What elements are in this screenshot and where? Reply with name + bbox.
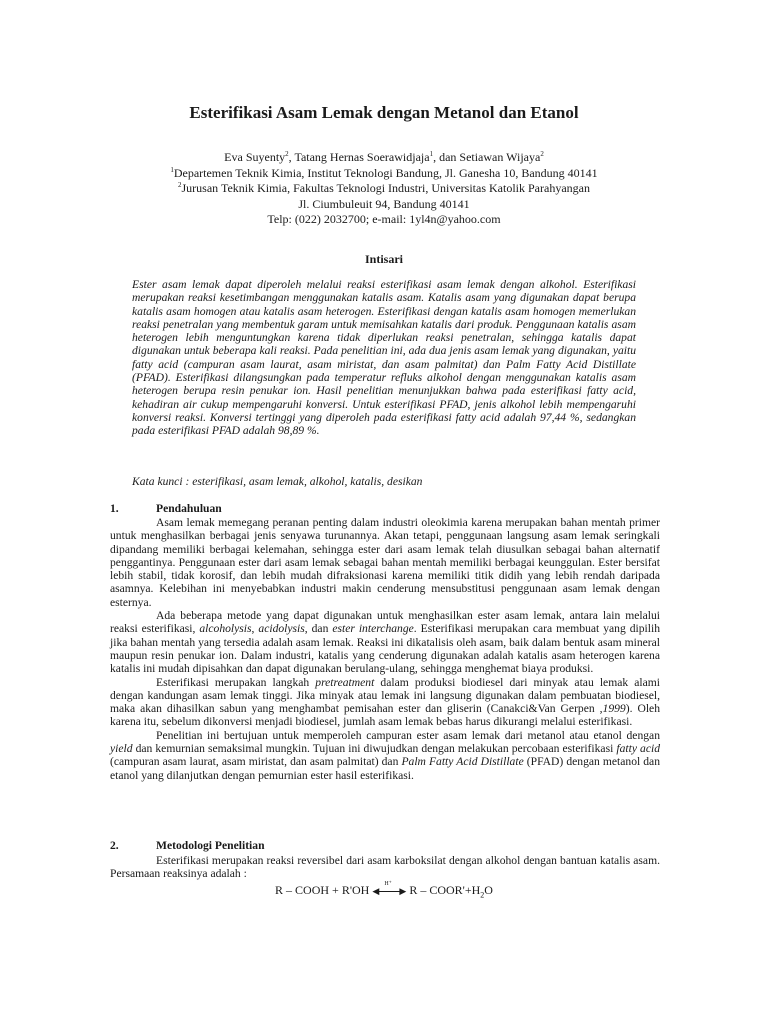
equation-subscript: 2 bbox=[480, 890, 485, 900]
affiliation-1 bbox=[0, 166, 768, 182]
equation-reactants: R – COOH + R'OH bbox=[275, 883, 370, 897]
section-1-number: 1. bbox=[110, 502, 119, 515]
affiliation-2-text: Jurusan Teknik Kimia, Fakultas Teknologi Industri, Universitas Katolik Parahyangan bbox=[181, 181, 590, 195]
italic-term: ester interchange bbox=[332, 622, 414, 636]
equation-products: R – COOR'+H bbox=[409, 883, 481, 897]
section-1-paragraph-3 bbox=[110, 676, 660, 729]
author-2: , Tatang Hernas Soerawidjaja bbox=[288, 150, 430, 164]
author-1-affil: 2 bbox=[285, 150, 289, 158]
affiliation-1-text: Departemen Teknik Kimia, Institut Teknologi Bandung, Jl. Ganesha 10, Bandung 40141 bbox=[173, 165, 598, 180]
author-3: , dan Setiawan Wijaya bbox=[433, 150, 541, 164]
contact-info: Telp: (022) 2032700; e-mail: 1yl4n@yahoo.com bbox=[267, 212, 501, 226]
section-1-paragraph-1: Asam lemak memegang peranan penting dalam industri oleokimia karena merupakan bahan mentah primer untuk menghasilkan berbagai jenis senyawa turunannya. Akan tetapi, penggunaan langsung asam lemak seringkali dipandang memiliki berbagai kelemahan, sehingga ester dari asam lemak telah diusulkan sebagai bahan alternatif penggantinya. Penggunaan ester dari asam lemak sebagai bahan mentah memiliki berbagai keunggulan. Ester bersifat lebih stabil, tidak korosif, dan lebih mudah difraksionasi karena memiliki titik didih yang lebih rendah daripada asamnya. Kelebihan ini menyebabkan industri makin cenderung mensubstitusi penggunaan asam lemak dengan esternya. bbox=[110, 516, 660, 609]
equilibrium-arrow-icon: ◀ ▶ H⁺ bbox=[372, 881, 407, 897]
text-run: (PFAD) dengan metanol dan etanol yang dilanjutkan dengan pemurnian ester hasil esterifikasi. bbox=[110, 755, 661, 782]
text-run: ). Oleh karena itu, sebelum dikonversi menjadi biodiesel, jumlah asam lemak bebas harus dikurangi melalui esterifikasi. bbox=[110, 702, 660, 729]
section-1-title: Pendahuluan bbox=[156, 502, 222, 515]
text-run: (campuran asam laurat, asam miristat, dan asam palmitat) dan bbox=[110, 755, 402, 769]
section-1-heading bbox=[110, 502, 660, 516]
italic-term: pretreatment bbox=[315, 675, 375, 689]
affiliation-2-marker: 2 bbox=[178, 181, 182, 189]
author-2-affil: 1 bbox=[429, 150, 434, 158]
section-2-number: 2. bbox=[110, 839, 119, 852]
section-1-body bbox=[110, 516, 660, 782]
catalyst-label: H⁺ bbox=[384, 881, 392, 888]
text-run: , bbox=[251, 622, 259, 636]
citation-year: ,1999 bbox=[599, 702, 626, 716]
text-run: Ada beberapa metode yang dapat digunakan untuk menghasilkan ester asam lemak, antara lain melalui reaksi esterifikasi, bbox=[110, 609, 660, 636]
section-2-heading bbox=[110, 839, 660, 853]
keywords: Kata kunci : esterifikasi, asam lemak, alkohol, katalis, desikan bbox=[132, 475, 423, 488]
italic-term: Palm Fatty Acid Distillate bbox=[401, 755, 524, 769]
section-2-title: Metodologi Penelitian bbox=[156, 839, 265, 852]
text-run: . Esterifikasi merupakan cara membuat yang dipilih jika bahan mentah yang tersedia adalah asam lemak. Reaksi ini dikatalisis oleh asam, baik dalam bentuk asam mineral maupun resin penukar ion. Dalam industri, katalis yang cenderung digunakan adalah katalis asam heterogen karena katalis ini mudah dipisahkan dan dapat digunakan berulang-ulang, sehingga menghemat biaya produksi. bbox=[110, 622, 661, 676]
author-1: Eva Suyenty bbox=[224, 150, 286, 164]
text-run: dalam produksi biodiesel dari minyak atau lemak alami dengan kandungan asam lemak tinggi. Jika minyak atau lemak ini langsung digunakan dalam pembuatan biodiesel, maka akan dihasilkan sabun yang menghambat pemisahan ester dan gliserin (Canakci&Van Gerpen bbox=[110, 675, 660, 716]
italic-term: acidolysis bbox=[258, 622, 305, 636]
italic-term: alcoholysis bbox=[199, 622, 252, 636]
abstract-heading: Intisari bbox=[364, 252, 403, 266]
author-list bbox=[0, 150, 768, 166]
reaction-equation bbox=[0, 883, 768, 899]
paper-title: Esterifikasi Asam Lemak dengan Metanol dan Etanol bbox=[189, 103, 579, 122]
affiliation-2 bbox=[0, 181, 768, 197]
section-2-paragraph-1: Esterifikasi merupakan reaksi reversibel dari asam karboksilat dengan alkohol dengan bantuan katalis asam. Persamaan reaksinya adalah : bbox=[110, 854, 660, 881]
equation-products-end: O bbox=[484, 883, 493, 897]
author-block bbox=[0, 150, 768, 228]
affiliation-address: Jl. Ciumbuleuit 94, Bandung 40141 bbox=[298, 196, 470, 211]
text-run: , dan bbox=[304, 622, 333, 636]
text-run: Esterifikasi merupakan langkah bbox=[156, 675, 316, 689]
section-2-body bbox=[110, 854, 660, 881]
author-3-affil: 2 bbox=[540, 150, 544, 158]
affiliation-1-marker: 1 bbox=[170, 165, 174, 174]
text-run: Penelitian ini bertujuan untuk memperoleh campuran ester asam lemak dari metanol atau etanol dengan bbox=[156, 728, 660, 742]
italic-term: yield bbox=[110, 742, 133, 756]
abstract-text: Ester asam lemak dapat diperoleh melalui reaksi esterifikasi asam lemak dengan alkohol. Esterifikasi merupakan reaksi kesetimbangan menggunakan katalis asam. Katalis asam yang digunakan dapat berupa katalis asam homogen atau katalis asam heterogen. Esterifikasi dengan katalis asam homogen memerlukan reaksi penetralan yang membentuk garam untuk memisahkan katalis dari produk. Penggunaan katalis asam heterogen lebih menguntungkan karena tidak diperlukan reaksi penetralan, sehingga katalis dapat digunakan untuk beberapa kali reaksi. Pada penelitian ini, ada dua jenis asam lemak yang digunakan, yaitu fatty acid (campuran asam laurat, asam miristat, dan asam palmitat) dan Palm Fatty Acid Distillate (PFAD). Esterifikasi dilangsungkan pada temperatur refluks alkohol dengan menggunakan katalis asam heterogen berupa resin penukar ion. Hasil penelitian menunjukkan bahwa pada esterifikasi fatty acid, kehadiran air cukup mempengaruhi konversi. Untuk esterifikasi PFAD, jenis alkohol lebih mempengaruhi konversi reaksi. Konversi tertinggi yang diperoleh pada esterifikasi fatty acid adalah 97,44 %, sedangkan pada esterifikasi PFAD adalah 98,89 %. bbox=[132, 278, 636, 438]
italic-term: fatty acid bbox=[616, 742, 660, 756]
text-run: dan kemurnian semaksimal mungkin. Tujuan ini diwujudkan dengan melakukan percobaan esterifikasi bbox=[132, 742, 617, 756]
section-1-paragraph-4 bbox=[110, 729, 660, 782]
section-1-paragraph-2 bbox=[110, 609, 660, 675]
